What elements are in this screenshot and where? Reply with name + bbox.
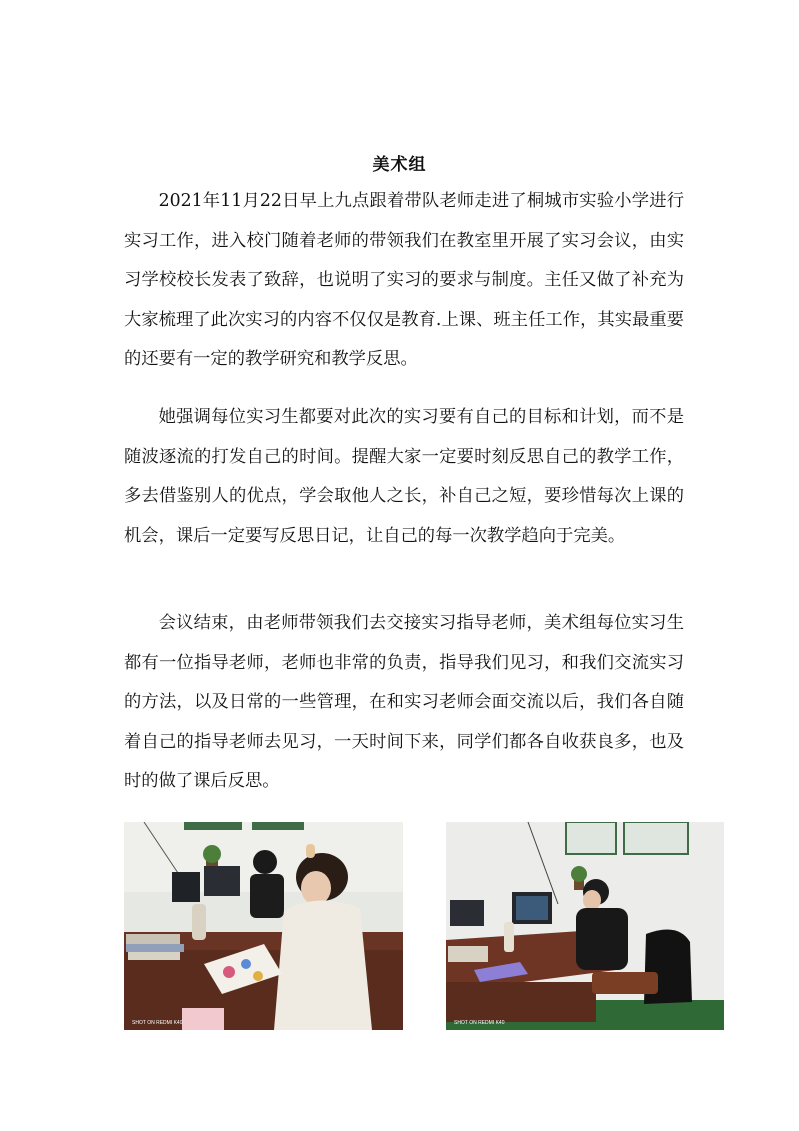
paragraph-2: 她强调每位实习生都要对此次的实习要有自己的目标和计划，而不是随波逐流的打发自己的时间。提醒大家一定要时刻反思自己的教学工作，多去借鉴别人的优点，学会取他人之长，补自己之短，要珍惜每次上课的机会，课后一定要写反思日记，让自己的每一次教学趋向于完美。 — [124, 407, 684, 546]
photo-watermark-left: SHOT ON REDMI K40 — [132, 1020, 183, 1026]
paragraph-3: 会议结束，由老师带领我们去交接实习指导老师，美术组每位实习生都有一位指导老师，老师也非常的负责，指导我们见习，和我们交流实习的方法，以及日常的一些管理，在和实习老师会面交流以后，我们各自随着自己的指导老师去见习，一天时间下来，同学们都各自收获良多，也及时的做了课后反思。 — [124, 613, 684, 791]
photo-art-teacher-office — [124, 822, 403, 1030]
page-title: 美术组 — [372, 155, 427, 175]
paragraph-1: 2021年11月22日早上九点跟着带队老师走进了桐城市实验小学进行实习工作，进入校门随着老师的带领我们在教室里开展了实习会议，由实习学校校长发表了致辞，也说明了实习的要求与制度。主任又做了补充为大家梳理了此次实习的内容不仅仅是教育.上课、班主任工作，其实最重要的还要有一定的教学研究和教学反思。 — [124, 191, 684, 369]
photo-student-at-computer — [446, 822, 724, 1030]
photo-watermark-right: SHOT ON REDMI K40 — [454, 1020, 505, 1026]
